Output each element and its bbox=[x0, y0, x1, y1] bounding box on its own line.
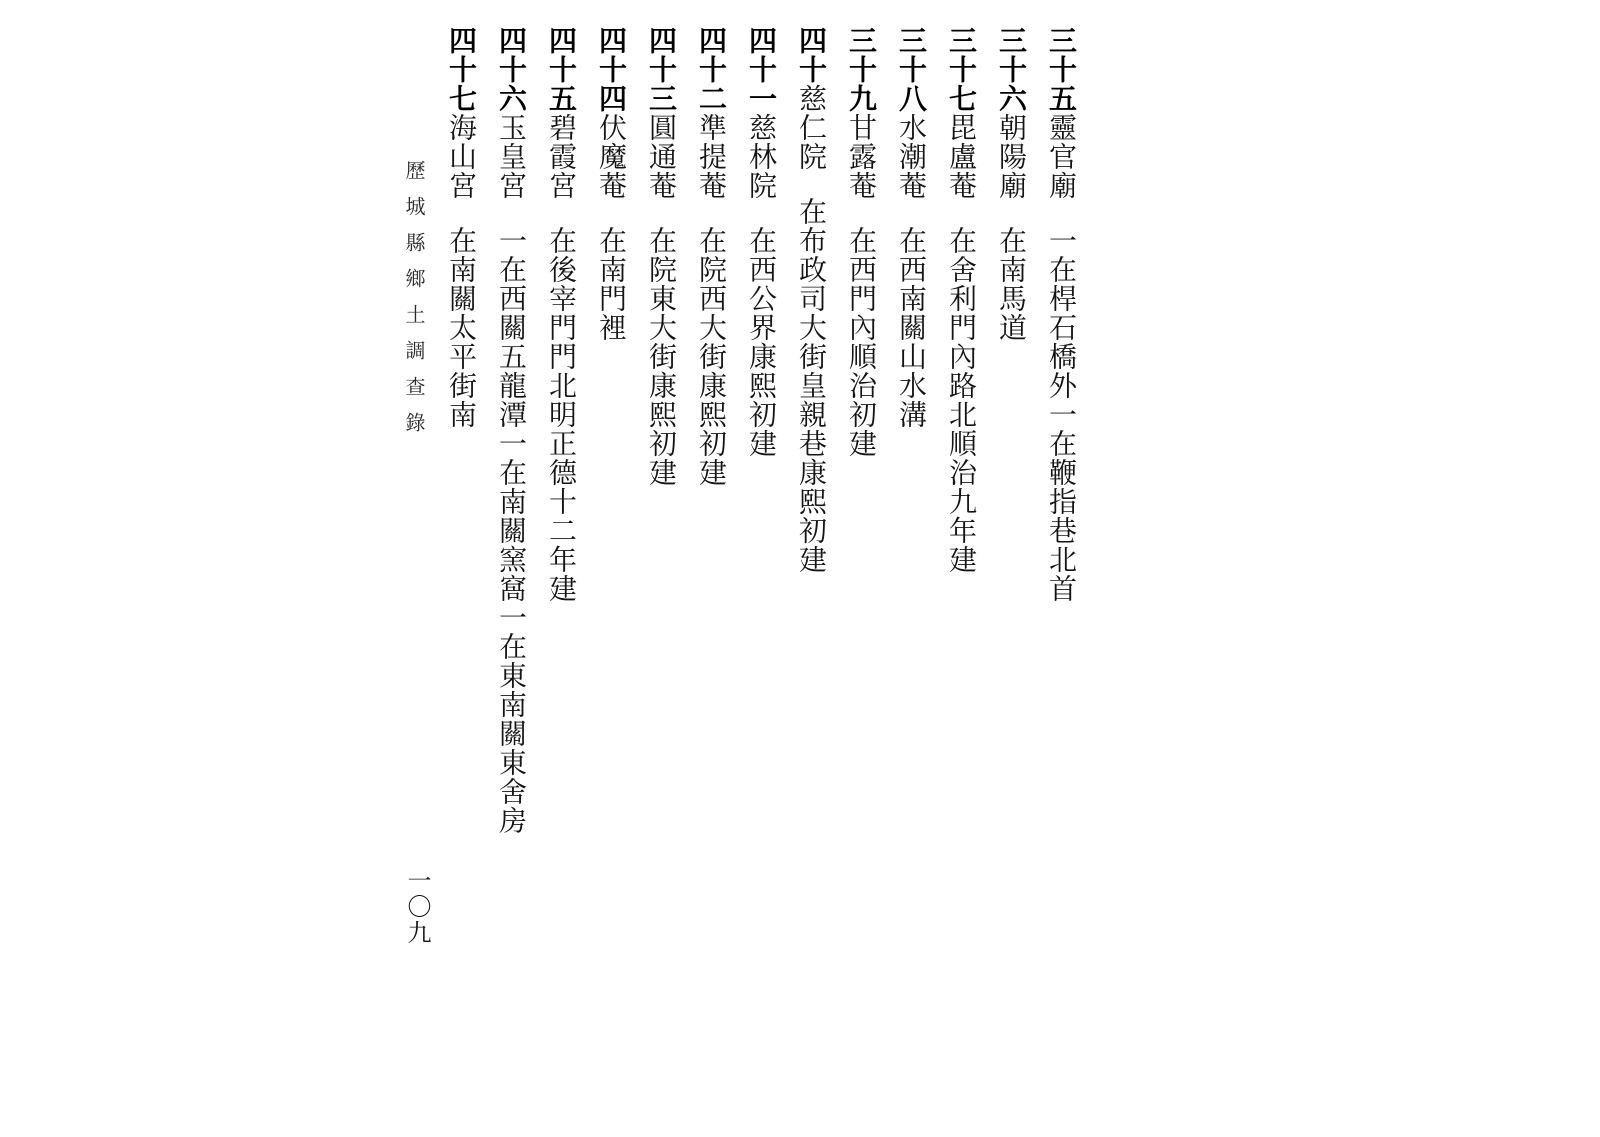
entry-42 bbox=[692, 26, 730, 846]
entry-description: 在後宰門門北明正德十二年建 bbox=[545, 226, 578, 603]
entry-name: 慈林院 bbox=[745, 113, 778, 200]
entry-name: 慈仁院 bbox=[795, 84, 828, 171]
entry-number: 四十四 bbox=[595, 26, 628, 113]
entry-name: 準提菴 bbox=[695, 113, 728, 200]
entry-number: 四十二 bbox=[695, 26, 728, 113]
entry-name: 甘露菴 bbox=[845, 113, 878, 200]
entry-number: 四十六 bbox=[495, 26, 528, 113]
page-number: 一〇九 bbox=[403, 868, 431, 946]
entry-39 bbox=[842, 26, 880, 846]
entry-43 bbox=[642, 26, 680, 846]
entry-description: 在西門內順治初建 bbox=[845, 226, 878, 458]
entry-description: 一在西關五龍潭一在南關窯窩一在東南關東舍房 bbox=[495, 226, 528, 835]
entry-number: 三十九 bbox=[845, 26, 878, 113]
entry-description: 在舍利門內路北順治九年建 bbox=[945, 226, 978, 574]
entry-name: 水潮菴 bbox=[895, 113, 928, 200]
entry-name: 朝陽廟 bbox=[995, 113, 1028, 200]
entry-description: 在院東大街康熙初建 bbox=[645, 226, 678, 487]
entry-description: 在南門裡 bbox=[595, 226, 628, 342]
entry-description: 在院西大街康熙初建 bbox=[695, 226, 728, 487]
entry-name: 毘盧菴 bbox=[945, 113, 978, 200]
entry-45 bbox=[542, 26, 580, 846]
entry-list bbox=[442, 26, 1080, 846]
entry-name: 海山宮 bbox=[445, 113, 478, 200]
entry-description: 在布政司大街皇親巷康熙初建 bbox=[795, 197, 828, 574]
entry-name: 靈官廟 bbox=[1045, 113, 1078, 200]
entry-number: 三十六 bbox=[995, 26, 1028, 113]
entry-number: 四十 bbox=[795, 26, 828, 84]
entry-number: 三十七 bbox=[945, 26, 978, 113]
entry-44 bbox=[592, 26, 630, 846]
book-title: 歷城縣鄉土調查錄 bbox=[402, 160, 426, 448]
entry-name: 碧霞宮 bbox=[545, 113, 578, 200]
entry-number: 四十三 bbox=[645, 26, 678, 113]
entry-name: 圓通菴 bbox=[645, 113, 678, 200]
entry-46 bbox=[492, 26, 530, 846]
entry-name: 伏魔菴 bbox=[595, 113, 628, 200]
entry-description: 在南關太平街南 bbox=[445, 226, 478, 429]
entry-37 bbox=[942, 26, 980, 846]
entry-description: 在西公界康熙初建 bbox=[745, 226, 778, 458]
entry-35 bbox=[1042, 26, 1080, 846]
entry-number: 三十八 bbox=[895, 26, 928, 113]
entry-number: 三十五 bbox=[1045, 26, 1078, 113]
entry-description: 在西南關山水溝 bbox=[895, 226, 928, 429]
entry-number: 四十七 bbox=[445, 26, 478, 113]
entry-description: 一在桿石橋外一在鞭指巷北首 bbox=[1045, 226, 1078, 603]
entry-40 bbox=[792, 26, 830, 846]
entry-number: 四十五 bbox=[545, 26, 578, 113]
entry-38 bbox=[892, 26, 930, 846]
entry-41 bbox=[742, 26, 780, 846]
entry-number: 四十一 bbox=[745, 26, 778, 113]
entry-description: 在南馬道 bbox=[995, 226, 1028, 342]
entry-36 bbox=[992, 26, 1030, 846]
entry-47 bbox=[442, 26, 480, 846]
entry-name: 玉皇宮 bbox=[495, 113, 528, 200]
